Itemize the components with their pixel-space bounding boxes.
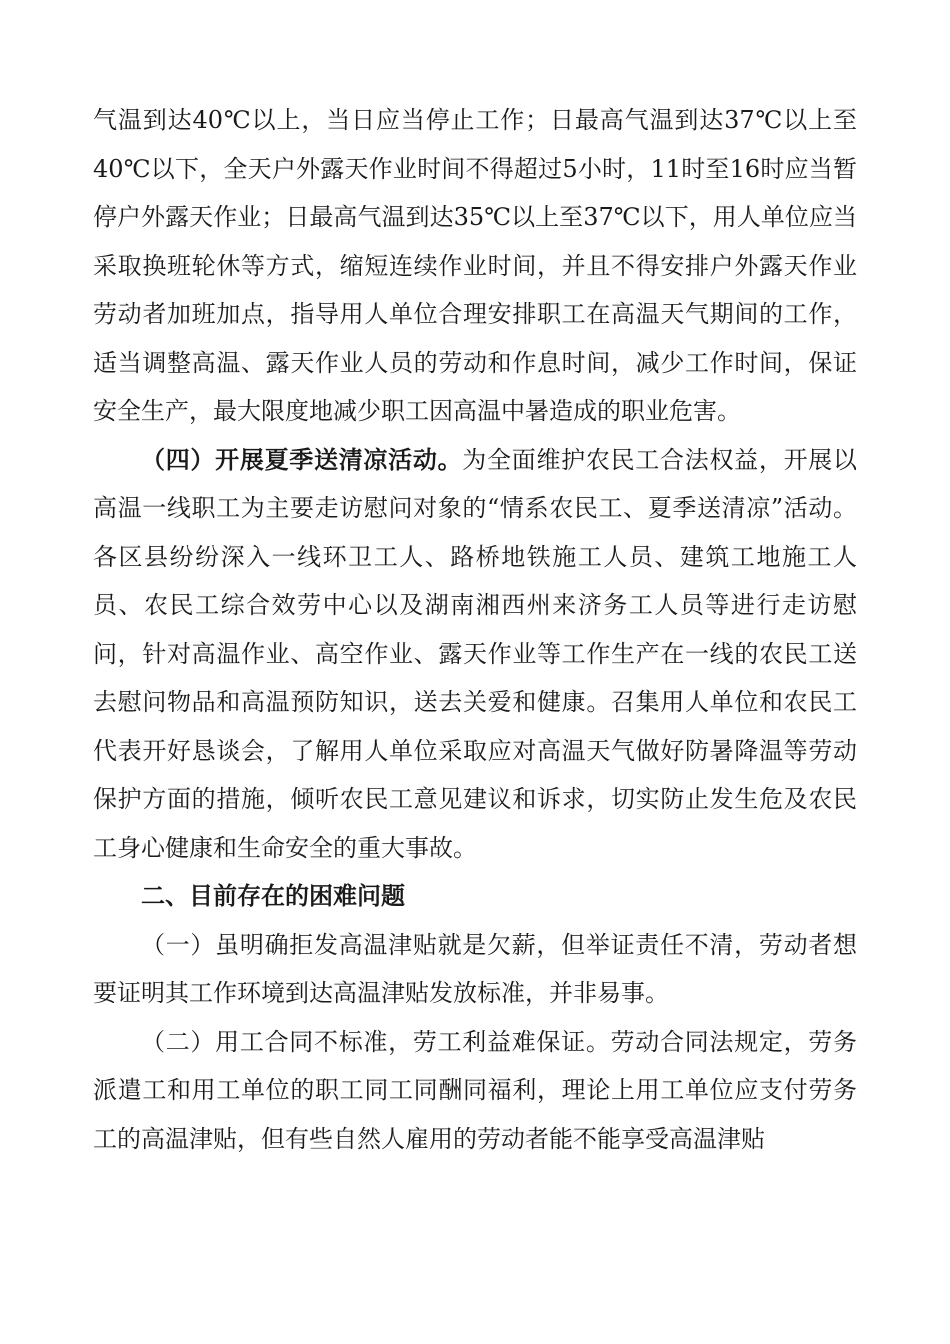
paragraph-body: 为全面维护农民工合法权益，开展以高温一线职工为主要走访慰问对象的“情系农民工、夏季送清凉”活动。各区县纷纷深入一线环卫工人、路桥地铁施工人员、建筑工地施工人员、农民工综合效劳中心以及湖南湘西州来济务工人员等进行走访慰问，针对高温作业、高空作业、露天作业等工作生产在一线的农民工送去慰问物品和高温预防知识，送去关爱和健康。召集用人单位和农民工代表开好恳谈会，了解用人单位采取应对高温天气做好防暑降温等劳动保护方面的措施，倾听农民工意见建议和诉求，切实防止发生危及农民工身心健康和生命安全的重大事故。 [93, 445, 858, 862]
paragraph-summer-cooling-activity [93, 436, 857, 873]
document-page [93, 96, 857, 1163]
section-heading: 二、目前存在的困难问题 [141, 882, 405, 910]
paragraph-lead-title: （四）开展夏季送清凉活动。 [141, 444, 463, 474]
paragraph-problem-2: （二）用工合同不标准，劳工利益难保证。劳动合同法规定，劳务派遣工和用工单位的职工同工同酬同福利，理论上用工单位应支付劳务工的高温津贴，但有些自然人雇用的劳动者能不能享受高温津贴 [93, 1027, 857, 1153]
paragraph-problem-1: （一）虽明确拒发高温津贴就是欠薪，但举证责任不清，劳动者想要证明其工作环境到达高温津贴发放标准，并非易事。 [93, 930, 857, 1007]
paragraph-heat-work-rules: 气温到达40℃以上，当日应当停止工作；日最高气温到达37℃以上至40℃以下，全天户外露天作业时间不得超过5小时，11时至16时应当暂停户外露天作业；日最高气温到达35℃以上至37℃以下，用人单位应当采取换班轮休等方式，缩短连续作业时间，并且不得安排户外露天作业劳动者加班加点，指导用人单位合理安排职工在高温天气期间的工作，适当调整高温、露天作业人员的劳动和作息时间，减少工作时间，保证安全生产，最大限度地减少职工因高温中暑造成的职业危害。 [93, 106, 857, 425]
